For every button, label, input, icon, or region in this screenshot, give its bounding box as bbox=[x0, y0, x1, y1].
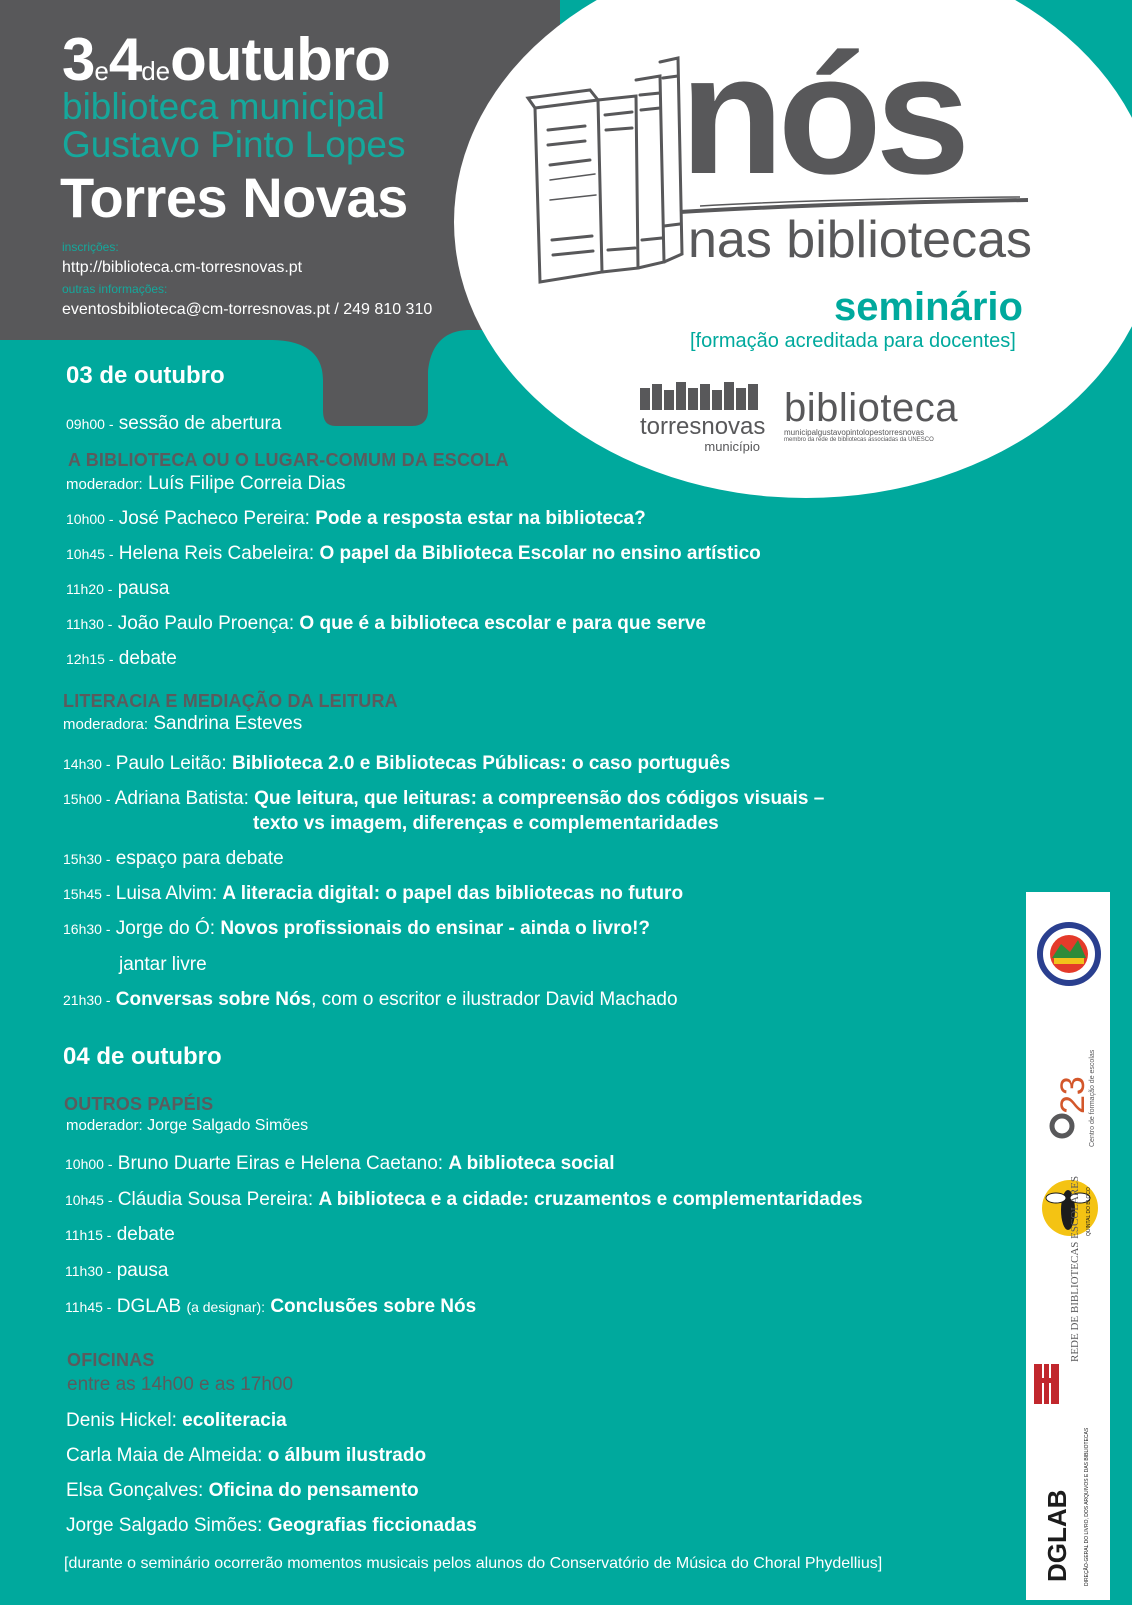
talk-title: Conversas sobre Nós bbox=[115, 989, 312, 1010]
speaker: debate bbox=[118, 648, 177, 669]
time: 21h30 - bbox=[63, 992, 111, 1008]
workshop-person: Jorge Salgado Simões: bbox=[66, 1515, 263, 1536]
mod-name: Luís Filipe Correia Dias bbox=[148, 473, 346, 494]
time: 10h00 - bbox=[66, 511, 114, 527]
agenda-row bbox=[66, 577, 170, 601]
library-line1: biblioteca municipal bbox=[62, 86, 385, 127]
bib-logo-name: biblioteca bbox=[784, 386, 959, 430]
time: 10h45 - bbox=[66, 546, 114, 562]
speaker: Helena Reis Cabeleira: bbox=[118, 543, 315, 564]
library-line2: Gustavo Pinto Lopes bbox=[62, 124, 406, 165]
time: 09h00 - bbox=[66, 416, 114, 432]
speaker: Paulo Leitão: bbox=[115, 753, 227, 774]
date-conj: e bbox=[94, 56, 109, 86]
speaker: pausa bbox=[117, 578, 170, 599]
event-dates bbox=[62, 26, 390, 93]
workshop-title: Oficina do pensamento bbox=[208, 1480, 419, 1501]
agenda-row bbox=[66, 542, 761, 566]
mod-label: moderador: bbox=[66, 476, 143, 493]
date-day1: 3 bbox=[62, 26, 95, 93]
workshop-title: Geografias ficcionadas bbox=[267, 1515, 477, 1536]
agenda-row bbox=[63, 752, 730, 776]
agenda-row-continuation bbox=[253, 812, 719, 836]
time: 10h00 - bbox=[65, 1156, 113, 1172]
date-prep: de bbox=[141, 56, 171, 86]
date-month: outubro bbox=[170, 26, 390, 93]
time: 11h20 - bbox=[66, 581, 113, 597]
opening-row bbox=[66, 412, 281, 436]
time: 11h45 - bbox=[65, 1299, 112, 1315]
agenda-row bbox=[65, 1259, 169, 1283]
rbe-text: REDE DE BIBLIOTECAS ESCOLARES bbox=[1069, 1175, 1081, 1362]
time: 11h15 - bbox=[65, 1227, 112, 1243]
block1-moderator bbox=[66, 473, 345, 495]
evening-row bbox=[63, 988, 678, 1012]
speaker: João Paulo Proença: bbox=[117, 613, 295, 634]
library-name bbox=[62, 88, 406, 164]
accreditation-note: [formação acreditada para docentes] bbox=[690, 330, 1016, 352]
agenda-row bbox=[65, 1223, 175, 1247]
inscricoes-label: inscrições: bbox=[62, 240, 119, 254]
tn-logo-name: torresnovas bbox=[640, 413, 766, 440]
evening-mid: , com o escritor e ilustrador bbox=[311, 989, 546, 1010]
talk-title: A literacia digital: o papel das bibliotecas no futuro bbox=[222, 883, 684, 904]
speaker: Luisa Alvim: bbox=[115, 883, 218, 904]
date-day2: 4 bbox=[108, 26, 142, 93]
talk-title: A biblioteca social bbox=[448, 1153, 615, 1174]
speaker: espaço para debate bbox=[115, 848, 284, 869]
day2-moderator bbox=[66, 1117, 308, 1135]
speaker: Cláudia Sousa Pereira: bbox=[117, 1189, 314, 1210]
time: 15h00 - bbox=[63, 791, 111, 807]
speaker-aside: (a designar): bbox=[186, 1299, 266, 1315]
cfae23-logo bbox=[1052, 1049, 1096, 1147]
brand-subtitle: nas bibliotecas bbox=[688, 211, 1032, 269]
talk-title-cont: texto vs imagem, diferenças e complementaridades bbox=[253, 813, 719, 834]
agenda-row bbox=[63, 847, 284, 871]
talk-title: Biblioteca 2.0 e Bibliotecas Públicas: o caso português bbox=[231, 753, 731, 774]
workshop-row bbox=[66, 1444, 426, 1468]
talk-title: Que leitura, que leituras: a compreensão dos códigos visuais – bbox=[254, 788, 825, 809]
mod-label: moderador: bbox=[66, 1117, 143, 1134]
speaker: DGLAB bbox=[116, 1296, 182, 1317]
block1-heading: A BIBLIOTECA OU O LUGAR-COMUM DA ESCOLA bbox=[68, 450, 509, 470]
workshop-title: o álbum ilustrado bbox=[267, 1445, 427, 1466]
day1-title: 03 de outubro bbox=[66, 362, 225, 389]
city-name: Torres Novas bbox=[60, 166, 408, 229]
outras-label: outras informações: bbox=[62, 282, 168, 296]
event-type: seminário bbox=[834, 285, 1023, 329]
contact-info[interactable]: eventosbiblioteca@cm-torresnovas.pt / 249 810 310 bbox=[62, 301, 433, 318]
time: 11h30 - bbox=[65, 1263, 112, 1279]
biblioteca-logo bbox=[784, 388, 958, 443]
mod-name: Jorge Salgado Simões bbox=[147, 1117, 309, 1134]
workshop-person: Elsa Gonçalves: bbox=[66, 1480, 204, 1501]
torresnovas-logo bbox=[640, 380, 766, 454]
agenda-row bbox=[65, 1188, 863, 1212]
workshop-person: Carla Maia de Almeida: bbox=[66, 1445, 263, 1466]
time: 14h30 - bbox=[63, 756, 111, 772]
bee-text: QUINTAL DO BLOCO bbox=[1086, 1187, 1092, 1236]
speaker: Adriana Batista: bbox=[114, 788, 249, 809]
speaker: José Pacheco Pereira: bbox=[118, 508, 310, 529]
brand-title: nós bbox=[680, 20, 965, 210]
workshop-row bbox=[66, 1479, 419, 1503]
workshops-time: entre as 14h00 e as 17h00 bbox=[67, 1374, 294, 1395]
talk-title: Novos profissionais do ensinar - ainda o livro!? bbox=[220, 918, 651, 939]
day2-title: 04 de outubro bbox=[63, 1043, 222, 1070]
dglab-text: DGLAB bbox=[1042, 1489, 1072, 1582]
time: 11h30 - bbox=[66, 616, 113, 632]
agenda-row bbox=[65, 1152, 614, 1176]
speaker: debate bbox=[116, 1224, 175, 1245]
agenda-row bbox=[63, 787, 824, 811]
towers-icon bbox=[640, 380, 760, 410]
dglab-sub: DIREÇÃO-GERAL DO LIVRO, DOS ARQUIVOS E DAS BIBLIOTECAS bbox=[1084, 1427, 1090, 1586]
day2-heading: OUTROS PAPÉIS bbox=[64, 1094, 214, 1114]
time: 15h45 - bbox=[63, 886, 111, 902]
choral-phydellius-logo bbox=[1040, 925, 1098, 983]
cfae-number: 23 bbox=[1054, 1076, 1092, 1114]
speaker: Bruno Duarte Eiras e Helena Caetano: bbox=[117, 1153, 444, 1174]
block2-heading: LITERACIA E MEDIAÇÃO DA LEITURA bbox=[63, 691, 398, 711]
speaker: pausa bbox=[116, 1260, 169, 1281]
dglab-logo bbox=[1042, 1427, 1090, 1586]
workshop-row bbox=[66, 1514, 477, 1538]
inscricoes-link[interactable]: http://biblioteca.cm-torresnovas.pt bbox=[62, 259, 303, 276]
time: 16h30 - bbox=[63, 921, 111, 937]
workshop-title: ecoliteracia bbox=[182, 1410, 287, 1431]
tn-logo-sub: município bbox=[704, 439, 760, 454]
evening-guest: David Machado bbox=[545, 989, 678, 1010]
bib-logo-note: membro da rede de bibliotecas associadas da UNESCO bbox=[784, 437, 934, 443]
mod-name: Sandrina Esteves bbox=[153, 713, 303, 734]
talk-title: A biblioteca e a cidade: cruzamentos e complementaridades bbox=[318, 1189, 863, 1210]
talk-title: O papel da Biblioteca Escolar no ensino artístico bbox=[319, 543, 761, 564]
bib-logo-sub: municipalgustavopintolopestorresnovas bbox=[784, 428, 925, 437]
cfae-text: Centro de formação de escolas bbox=[1089, 1049, 1096, 1147]
agenda-row bbox=[65, 1295, 476, 1319]
workshops-heading: OFICINAS bbox=[67, 1350, 155, 1370]
time: 10h45 - bbox=[65, 1192, 113, 1208]
agenda-row bbox=[66, 647, 177, 671]
agenda-row bbox=[66, 507, 646, 531]
agenda-row bbox=[66, 612, 706, 636]
dinner-row: jantar livre bbox=[119, 954, 207, 975]
workshop-row bbox=[66, 1409, 287, 1433]
talk-title: Pode a resposta estar na biblioteca? bbox=[315, 508, 646, 529]
mod-label: moderadora: bbox=[63, 716, 149, 733]
time: 15h30 - bbox=[63, 851, 111, 867]
opening-text: sessão de abertura bbox=[118, 413, 282, 434]
talk-title: Conclusões sobre Nós bbox=[270, 1296, 477, 1317]
workshop-person: Denis Hickel: bbox=[66, 1410, 177, 1431]
music-note: [durante o seminário ocorrerão momentos musicais pelos alunos do Conservatório de Música do Choral Phydellius] bbox=[64, 1555, 883, 1572]
block2-moderator bbox=[63, 713, 302, 735]
time: 12h15 - bbox=[66, 651, 114, 667]
agenda-row bbox=[63, 917, 650, 941]
agenda-row bbox=[63, 882, 683, 906]
sponsors-strip bbox=[1026, 892, 1110, 1600]
talk-title: O que é a biblioteca escolar e para que serve bbox=[299, 613, 706, 634]
speaker: Jorge do Ó: bbox=[115, 918, 216, 939]
